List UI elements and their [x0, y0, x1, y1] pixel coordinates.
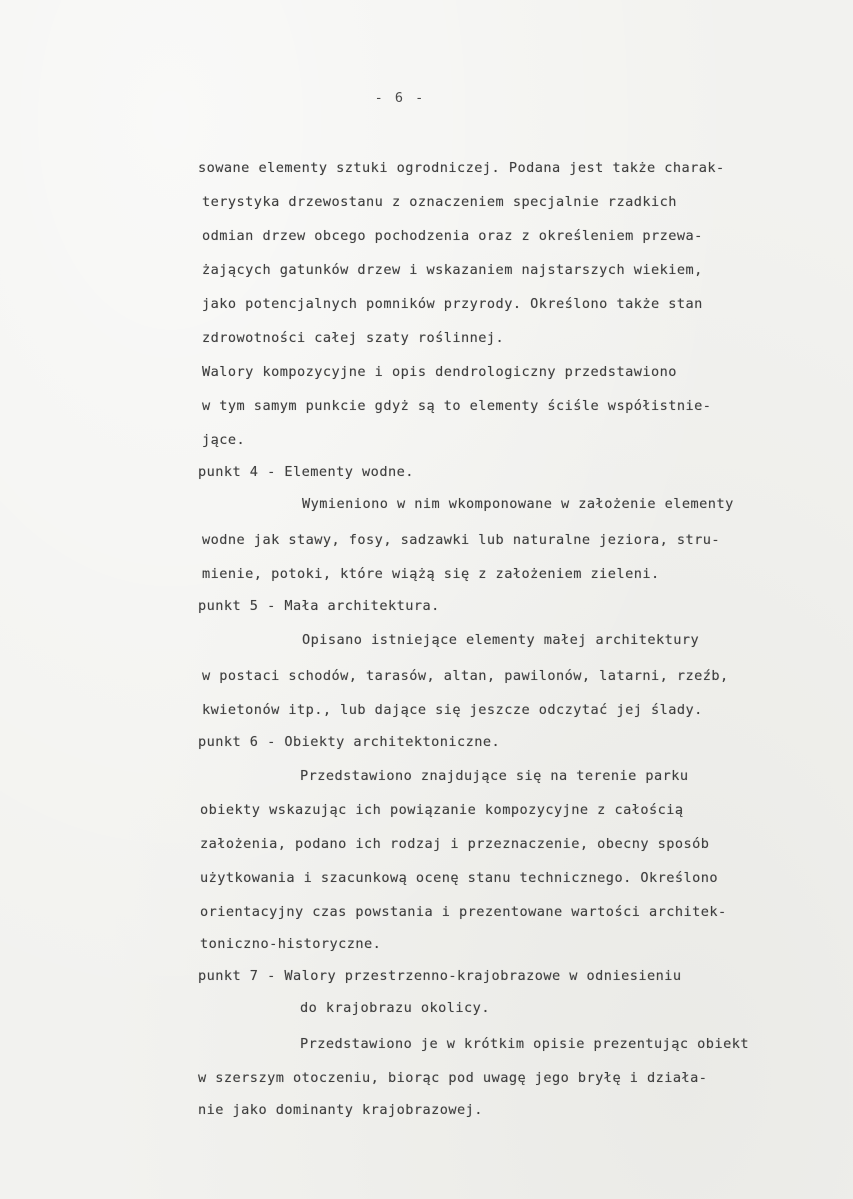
section-heading: punkt 7 - Walory przestrzenno-krajobrazowe w odniesieniu [198, 968, 682, 984]
text-line: obiekty wskazując ich powiązanie kompozycyjne z całością [200, 802, 684, 818]
text-line: w tym samym punkcie gdyż są to elementy ściśle współistnie- [202, 398, 712, 414]
text-line: kwietonów itp., lub dające się jeszcze odczytać jej ślady. [202, 702, 703, 718]
text-line: odmian drzew obcego pochodzenia oraz z określeniem przewa- [202, 228, 703, 244]
text-line: mienie, potoki, które wiążą się z założeniem zieleni. [202, 566, 660, 582]
text-line: Opisano istniejące elementy małej architektury [302, 632, 700, 648]
text-line: Walory kompozycyjne i opis dendrologiczny przedstawiono [202, 364, 677, 380]
text-line: sowane elementy sztuki ogrodniczej. Podana jest także charak- [198, 160, 725, 176]
text-line: toniczno-historyczne. [200, 936, 382, 952]
text-line: żających gatunków drzew i wskazaniem najstarszych wiekiem, [202, 262, 703, 278]
text-line: jące. [202, 432, 246, 448]
section-heading: punkt 5 - Mała architektura. [198, 598, 440, 614]
section-heading: punkt 4 - Elementy wodne. [198, 464, 414, 480]
section-heading: punkt 6 - Obiekty architektoniczne. [198, 734, 501, 750]
text-line: do krajobrazu okolicy. [300, 1000, 490, 1016]
text-line: wodne jak stawy, fosy, sadzawki lub naturalne jeziora, stru- [202, 532, 721, 548]
page-number: - 6 - [374, 90, 426, 106]
text-line: w szerszym otoczeniu, biorąc pod uwagę jego bryłę i działa- [198, 1070, 708, 1086]
text-line: użytkowania i szacunkową ocenę stanu technicznego. Określono [200, 870, 719, 886]
text-line: Przedstawiono znajdujące się na terenie parku [300, 768, 689, 784]
text-line: nie jako dominanty krajobrazowej. [198, 1102, 483, 1118]
text-line: Wymieniono w nim wkomponowane w założenie elementy [302, 496, 734, 512]
text-line: Przedstawiono je w krótkim opisie prezentując obiekt [300, 1036, 749, 1052]
text-line: założenia, podano ich rodzaj i przeznaczenie, obecny sposób [200, 836, 710, 852]
text-line: terystyka drzewostanu z oznaczeniem specjalnie rzadkich [202, 194, 677, 210]
text-line: orientacyjny czas powstania i prezentowane wartości architek- [200, 904, 727, 920]
text-line: w postaci schodów, tarasów, altan, pawilonów, latarni, rzeźb, [202, 668, 729, 684]
text-line: jako potencjalnych pomników przyrody. Określono także stan [202, 296, 703, 312]
text-line: zdrowotności całej szaty roślinnej. [202, 330, 505, 346]
